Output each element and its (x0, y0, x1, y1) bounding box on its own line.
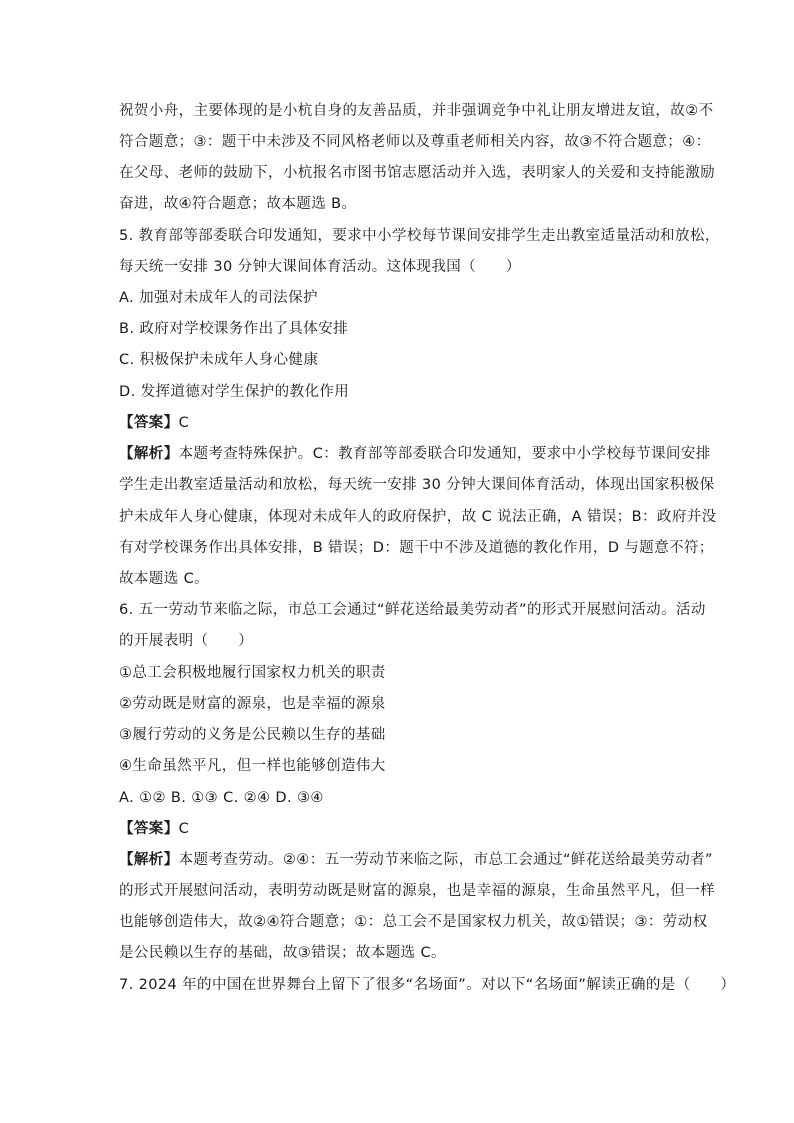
answer-line (119, 413, 189, 433)
statement-4: ④生命虽然平凡，但一样也能够创造伟大 (119, 758, 386, 774)
analysis-text: 本题考查劳动。②④：五一劳动节来临之际，市总工会通过“鲜花送给最美劳动者” (178, 852, 713, 868)
answer-tag: 【答案】 (119, 415, 179, 431)
text-line: 故本题选 C。 (119, 571, 210, 587)
text-line: 学生走出教室适量活动和放松，每天统一安排 30 分钟大课间体育活动，体现出国家积极保 (119, 477, 715, 493)
analysis-line (119, 444, 711, 464)
statement-3: ③履行劳动的义务是公民赖以生存的基础 (119, 727, 386, 743)
options-line: A. ①② B. ①③ C. ②④ D. ③④ (119, 790, 324, 806)
statement-1: ①总工会积极地履行国家权力机关的职责 (119, 665, 386, 681)
text-line: 祝贺小舟，主要体现的是小杭自身的友善品质，并非强调竞争中礼让朋友增进友谊，故②不 (119, 103, 714, 119)
option-b: B. 政府对学校课务作出了具体安排 (119, 321, 348, 337)
question-5-stem: 5. 教育部等部委联合印发通知，要求中小学校每节课间安排学生走出教室适量活动和放松， (119, 228, 720, 244)
option-c: C. 积极保护未成年人身心健康 (119, 352, 319, 368)
text-line: 的形式开展慰问活动，表明劳动既是财富的源泉，也是幸福的源泉，生命虽然平凡，但一样 (119, 883, 715, 899)
statement-2: ②劳动既是财富的源泉，也是幸福的源泉 (119, 696, 386, 712)
answer-tag: 【答案】 (119, 821, 179, 837)
option-a: A. 加强对未成年人的司法保护 (119, 290, 318, 306)
text-line: 符合题意；③：题干中未涉及不同风格老师以及尊重老师相关内容，故③不符合题意；④： (119, 134, 711, 150)
analysis-line (119, 850, 713, 870)
question-6-stem-cont: 的开展表明（ ） (119, 633, 254, 649)
question-6-stem: 6. 五一劳动节来临之际，市总工会通过“鲜花送给最美劳动者”的形式开展慰问活动。活动 (119, 602, 706, 618)
answer-line (119, 819, 189, 839)
option-d: D. 发挥道德对学生保护的教化作用 (119, 384, 350, 400)
question-7-stem: 7. 2024 年的中国在世界舞台上留下了很多“名场面”。对以下“名场面”解读正确的是（ ） (119, 977, 736, 993)
text-line: 奋进，故④符合题意；故本题选 B。 (119, 196, 357, 212)
text-line: 也能够创造伟大，故②④符合题意；①：总工会不是国家权力机关，故①错误；③：劳动权 (119, 914, 708, 930)
question-5-stem-cont: 每天统一安排 30 分钟大课间体育活动。这体现我国（ ） (119, 259, 521, 275)
text-line: 有对学校课务作出具体安排，B 错误；D：题干中不涉及道德的教化作用，D 与题意不符； (119, 540, 714, 556)
answer-value: C (178, 821, 190, 837)
text-line: 护未成年人身心健康，体现对未成年人的政府保护，故 C 说法正确，A 错误；B：政府并没 (119, 509, 717, 525)
text-line: 在父母、老师的鼓励下，小杭报名市图书馆志愿活动并入选，表明家人的关爱和支持能激励 (119, 165, 715, 181)
analysis-tag: 【解析】 (119, 446, 179, 462)
analysis-text: 本题考查特殊保护。C：教育部等部委联合印发通知，要求中小学校每节课间安排 (178, 446, 711, 462)
answer-value: C (178, 415, 190, 431)
analysis-tag: 【解析】 (119, 852, 179, 868)
text-line: 是公民赖以生存的基础，故③错误；故本题选 C。 (119, 945, 446, 961)
